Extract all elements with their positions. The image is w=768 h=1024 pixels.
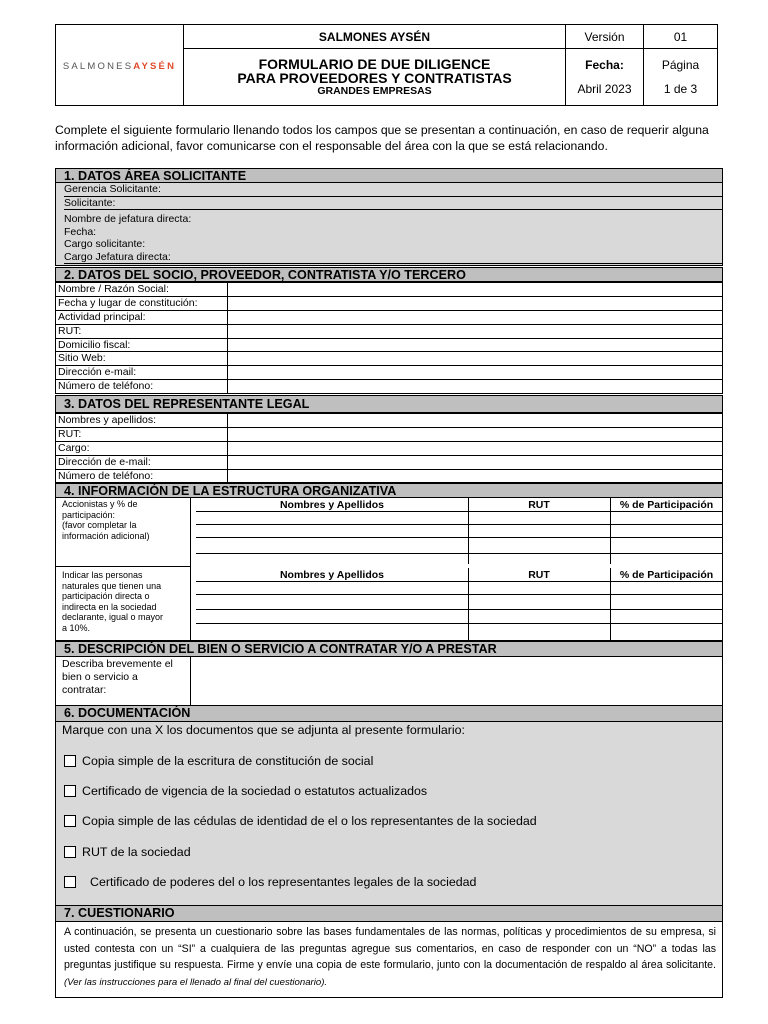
doc-item-escritura[interactable]: Copia simple de la escritura de constitución de social: [64, 754, 373, 768]
doc-item-poderes[interactable]: Certificado de poderes del o los representantes legales de la sociedad: [64, 875, 476, 889]
fecha-field[interactable]: Fecha:: [64, 225, 97, 238]
section5-title: 5. DESCRIPCIÓN DEL BIEN O SERVICIO A CONTRATAR Y/O A PRESTAR: [55, 641, 723, 657]
company-logo: SALMONESAYSÉN: [56, 25, 184, 106]
col-header-pct: % de Participación: [619, 499, 714, 511]
s3-label: RUT:: [56, 427, 228, 441]
cargo-jefatura-field[interactable]: Cargo Jefatura directa:: [64, 250, 171, 263]
solicitante-field[interactable]: Solicitante:: [64, 197, 722, 211]
s3-label: Nombres y apellidos:: [56, 414, 228, 428]
jefatura-field[interactable]: Nombre de jefatura directa:: [64, 213, 192, 225]
documents-instruction: Marque con una X los documentos que se adjunta al presente formulario:: [62, 723, 465, 737]
s2-input[interactable]: [228, 338, 723, 352]
s2-label: Dirección e-mail:: [56, 366, 228, 380]
s3-input[interactable]: [228, 441, 723, 455]
doc-item-vigencia[interactable]: Certificado de vigencia de la sociedad o estatutos actualizados: [64, 784, 427, 798]
s3-label: Dirección de e-mail:: [56, 455, 228, 469]
section3-title: 3. DATOS DEL REPRESENTANTE LEGAL: [55, 395, 723, 413]
date-cell: Fecha: Abril 2023: [566, 49, 644, 106]
company-name: SALMONES AYSÉN: [184, 25, 566, 49]
section6-title: 6. DOCUMENTACIÓN: [55, 706, 723, 722]
form-title: FORMULARIO DE DUE DILIGENCE PARA PROVEEDORES Y CONTRATISTAS GRANDES EMPRESAS: [184, 49, 566, 106]
col-header-rut: RUT: [528, 569, 550, 581]
s2-input[interactable]: [228, 296, 723, 310]
questionnaire-intro: A continuación, se presenta un cuestionario sobre las bases fundamentales de las normas, políticas y procedimientos de su empresa, si usted contesta con un “SI” a cualquiera de las preguntas agregue sus comentarios, en caso de responder con un “NO” a todas las preguntas justifique su respuesta. Firme y envíe una copia de este formulario, junto con la documentación de respaldo al área solicitante. (Ver las instrucciones para el llenado al final del cuestionario).: [64, 926, 716, 988]
section4-body: [55, 498, 723, 641]
version-value: 01: [644, 25, 718, 49]
s3-label: Número de teléfono:: [56, 469, 228, 483]
section7-body: [55, 922, 723, 998]
s2-label: RUT:: [56, 324, 228, 338]
s2-label: Número de teléfono:: [56, 380, 228, 394]
checkbox-icon[interactable]: [64, 846, 76, 858]
col-header-names: Nombres y Apellidos: [279, 569, 385, 581]
natural-persons-label: Indicar las personas naturales que tienen una participación directa o indirecta en la sociedad declarante, igual o mayor a 10%.: [62, 570, 164, 633]
checkbox-icon[interactable]: [64, 815, 76, 827]
s3-input[interactable]: [228, 455, 723, 469]
page-cell: Página 1 de 3: [644, 49, 718, 106]
doc-item-cedulas[interactable]: Copia simple de las cédulas de identidad de el o los representantes de la sociedad: [64, 814, 537, 828]
section2-title: 2. DATOS DEL SOCIO, PROVEEDOR, CONTRATISTA Y/O TERCERO: [55, 267, 723, 282]
section1-body: [55, 183, 723, 266]
s3-input[interactable]: [228, 414, 723, 428]
jefatura-block: [64, 213, 722, 264]
section1-title: 1. DATOS ÁREA SOLICITANTE: [55, 168, 723, 183]
checkbox-icon[interactable]: [64, 876, 76, 888]
s2-label: Domicilio fiscal:: [56, 338, 228, 352]
s2-input[interactable]: [228, 366, 723, 380]
col-header-names: Nombres y Apellidos: [279, 499, 385, 511]
questionnaire-note: (Ver las instrucciones para el llenado al final del cuestionario).: [64, 976, 328, 988]
checkbox-icon[interactable]: [64, 755, 76, 767]
s2-input[interactable]: [228, 310, 723, 324]
section7-title: 7. CUESTIONARIO: [55, 906, 723, 922]
section4-title: 4. INFORMACIÓN DE LA ESTRUCTURA ORGANIZATIVA: [55, 483, 723, 498]
natural-persons-grid: [196, 568, 723, 640]
section3-table: [55, 413, 723, 483]
document-header: [55, 24, 717, 106]
service-description-label: Describa brevemente el bien o servicio a contratar:: [62, 658, 173, 696]
s3-input[interactable]: [228, 469, 723, 483]
s2-input[interactable]: [228, 352, 723, 366]
gerencia-field[interactable]: Gerencia Solicitante:: [64, 183, 722, 197]
s3-input[interactable]: [228, 427, 723, 441]
section5-body: [55, 657, 723, 706]
checkbox-icon[interactable]: [64, 785, 76, 797]
s2-label: Nombre / Razón Social:: [56, 283, 228, 297]
s3-label: Cargo:: [56, 441, 228, 455]
col-header-pct: % de Participación: [619, 569, 714, 581]
s2-input[interactable]: [228, 380, 723, 394]
s2-label: Sitio Web:: [56, 352, 228, 366]
cargo-solicitante-field[interactable]: Cargo solicitante:: [64, 238, 146, 250]
version-label: Versión: [566, 25, 644, 49]
s2-label: Actividad principal:: [56, 310, 228, 324]
shareholders-label: Accionistas y % de participación: (favor completar la información adicional): [62, 499, 150, 541]
section2-table: [55, 282, 723, 394]
service-description-input[interactable]: [191, 657, 722, 705]
s2-label: Fecha y lugar de constitución:: [56, 296, 228, 310]
shareholders-grid: [196, 498, 723, 564]
s2-input[interactable]: [228, 324, 723, 338]
s2-input[interactable]: [228, 283, 723, 297]
doc-item-rut[interactable]: RUT de la sociedad: [64, 845, 191, 859]
intro-text: Complete el siguiente formulario llenando todos los campos que se presentan a continuación, en caso de requerir alguna información adicional, favor comunicarse con el responsable del área con la que se está relacionando.: [55, 123, 709, 153]
section6-body: [55, 722, 723, 906]
col-header-rut: RUT: [528, 499, 550, 511]
